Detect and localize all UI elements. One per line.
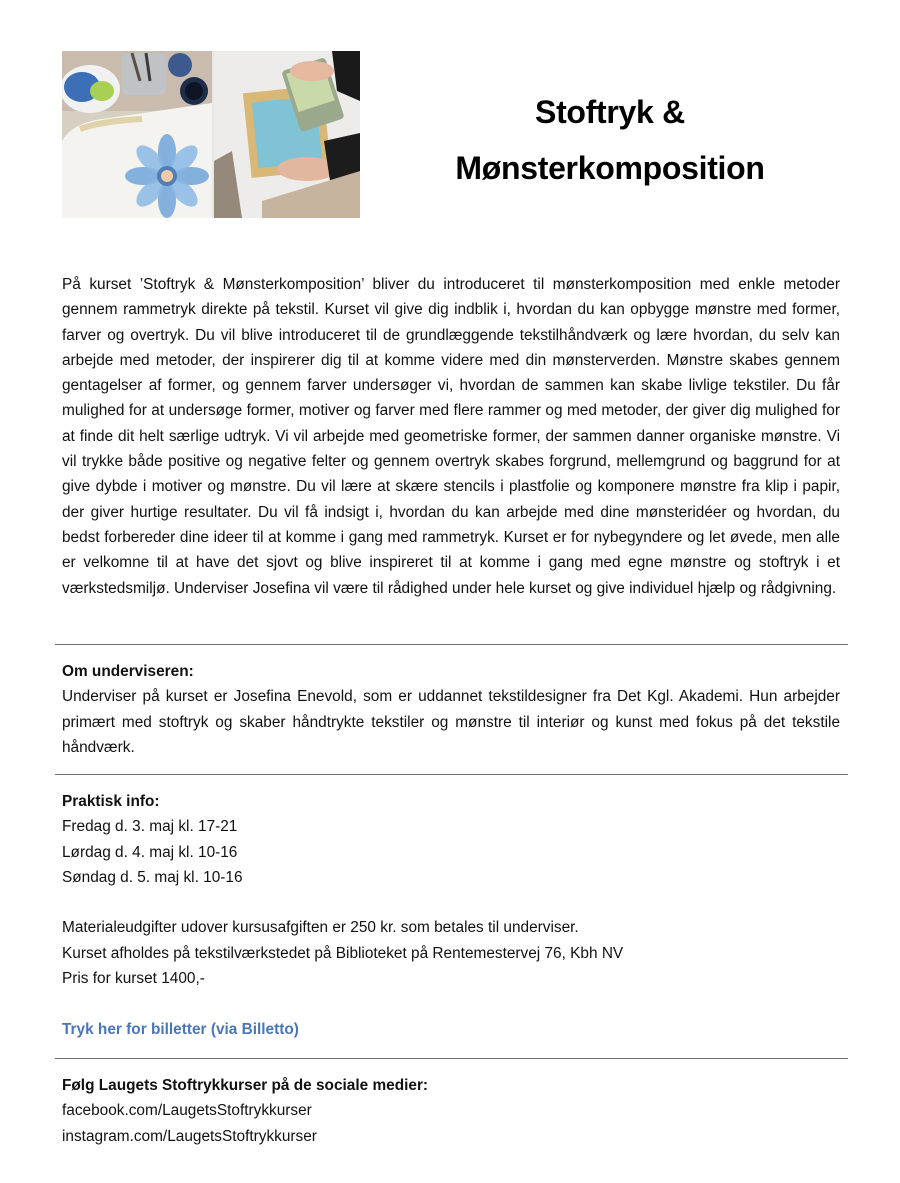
instagram-link[interactable]: instagram.com/LaugetsStoftrykkurser (62, 1127, 317, 1145)
social-section (62, 1073, 840, 1149)
title-line-1: Stoftryk & (535, 94, 685, 130)
date-item: Fredag d. 3. maj kl. 17-21 (62, 818, 238, 836)
spacer (62, 991, 840, 1016)
date-item: Lørdag d. 4. maj kl. 10-16 (62, 843, 238, 861)
price-info: Pris for kurset 1400,- (62, 970, 205, 988)
instructor-section (62, 659, 840, 760)
photo-collage (62, 51, 360, 218)
ticket-link[interactable]: Tryk her for billetter (via Billetto) (62, 1020, 299, 1038)
header-photo (62, 51, 360, 218)
facebook-link[interactable]: facebook.com/LaugetsStoftrykkurser (62, 1102, 312, 1120)
instructor-heading: Om underviseren: (62, 663, 194, 680)
divider (55, 1058, 848, 1059)
intro-paragraph: På kurset ’Stoftryk & Mønsterkomposition’ bliver du introduceret til mønsterkomposition med enkle metoder gennem rammetryk direkte på tekstil. Kurset vil give dig indblik i, hvordan du kan opbygge mønstre med former, farver og overtryk. Du vil blive introduceret til de grundlæggende tekstilhåndværk og lære hvordan, du selv kan arbejde med metoder, der inspirerer dig til at komme videre med din mønsterverden. Mønstre skabes gennem gentagelser af former, og gennem farver undersøger vi, hvordan de sammen kan skabe livlige tekstiler. Du får mulighed for at undersøge former, motiver og farver med flere rammer og med metoder, der giver dig mulighed for at finde dit helt særlige udtryk. Vi vil arbejde med geometriske former, der sammen danner organiske mønstre. Vi vil trykke både positive og negative felter og gennem overtryk skabes forgrund, mellemgrund og baggrund for at give dybde i motiver og mønstre. Du vil lære at skære stencils i plastfolie og komponere mønstre fra klip i papir, der giver hurtige resultater. Du vil få indsigt i, hvordan du kan arbejde med dine mønsteridéer og hvordan, du bedst forbereder dine ideer til at komme i gang med rammetryk. Kurset er for nybegyndere og let øvede, men alle er velkomne til at have det sjovt og blive inspireret til at komme i gang med egne mønstre og stoftryk i et værkstedsmiljø. Underviser Josefina vil være til rådighed under hele kurset og give individuel hjælp og rådgivning. (62, 276, 840, 597)
location-info: Kurset afholdes på tekstilværkstedet på Biblioteket på Rentemestervej 76, Kbh NV (62, 944, 624, 962)
social-heading: Følg Laugets Stoftrykkurser på de sociale medier: (62, 1077, 429, 1094)
materials-info: Materialeudgifter udover kursusafgiften er 250 kr. som betales til underviser. (62, 919, 579, 937)
course-description (62, 272, 840, 601)
practical-info-section (62, 789, 840, 1042)
divider (55, 644, 848, 645)
page-title (400, 84, 820, 196)
divider (55, 774, 848, 775)
date-item: Søndag d. 5. maj kl. 10-16 (62, 868, 243, 886)
practical-heading: Praktisk info: (62, 793, 160, 810)
spacer (62, 890, 840, 915)
instructor-text: Underviser på kurset er Josefina Enevold, som er uddannet tekstildesigner fra Det Kgl. Akademi. Hun arbejder primært med stoftryk og skaber håndtrykte tekstiler og mønstre til interiør og kunst med fokus på det tekstile håndværk. (62, 688, 840, 756)
title-line-2: Mønsterkomposition (455, 150, 765, 186)
